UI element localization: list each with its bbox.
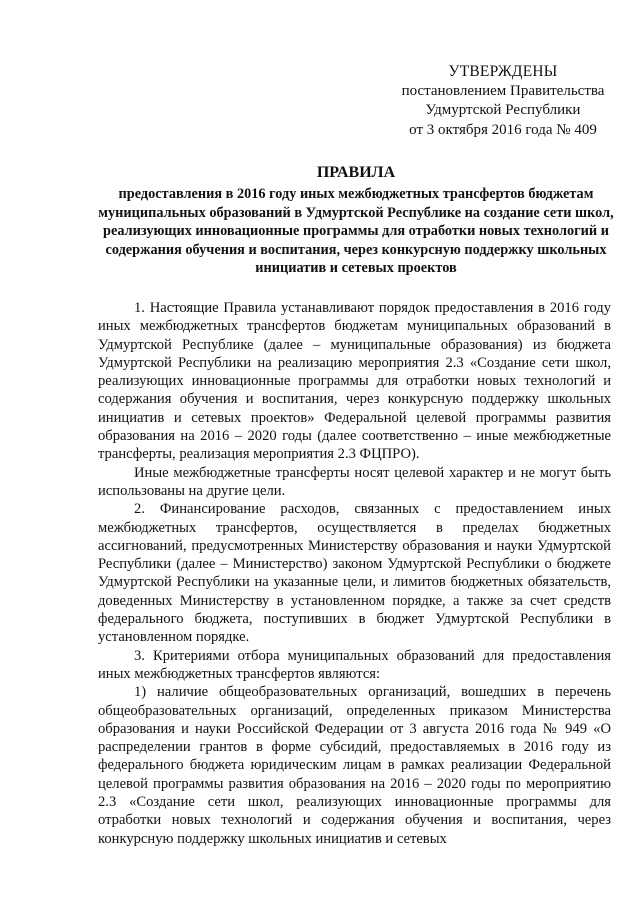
approval-title: УТВЕРЖДЕНЫ [448, 63, 558, 80]
approval-line-2: Удмуртской Республики [425, 102, 581, 118]
document-title: ПРАВИЛА [316, 164, 396, 181]
approval-line-3: от 3 октября 2016 года № 409 [409, 121, 597, 138]
document-heading [86, 163, 626, 278]
paragraph-3: 2. Финансирование расходов, связанных с предоставлением иных межбюджетных трансфертов, осуществляется в пределах бюджетных ассигнований, предусмотренных Министерству образования и науки Удмуртской Республики (далее – Министерство) законом Удмуртской Республики о бюджете Удмуртской Республики на указанные цели, и лимитов бюджетных обязательств, доведенных Министерству в установленном порядке, а также за счет средств федерального бюджета, поступивших в бюджет Удмуртской Республики в установленном порядке. [98, 501, 611, 646]
paragraph-5: 1) наличие общеобразовательных организаций, вошедших в перечень общеобразовательных организаций, определенных приказом Министерства образования и науки Российской Федерации от 3 августа 2016 года № 949 «О распределении грантов в форме субсидий, предоставляемых в 2016 году из федерального бюджета юридическим лицам в рамках реализации Федеральной целевой программы развития образования на 2016 – 2020 годы по мероприятию 2.3 «Создание сети школ, реализующих инновационные программы для отработки новых технологий и содержания обучения и воспитания, через конкурсную поддержку школьных инициатив и сетевых [98, 684, 611, 847]
approval-line-1: постановлением Правительства [401, 82, 605, 99]
document-body [98, 299, 611, 848]
document-subtitle: предоставления в 2016 году иных межбюджетных трансфертов бюджетам муниципальных образований в Удмуртской Республике на создание сети школ, реализующих инновационные программы для отработки новых технологий и содержания обучения и воспитания, через конкурсную поддержку школьных инициатив и сетевых проектов [98, 186, 614, 277]
paragraph-1: 1. Настоящие Правила устанавливают порядок предоставления в 2016 году иных межбюджетных трансфертов бюджетам муниципальных образований в Удмуртской Республике (далее – муниципальные образования) из бюджета Удмуртской Республики на реализацию мероприятия 2.3 «Создание сети школ, реализующих инновационные программы для отработки новых технологий и содержания обучения и воспитания, через конкурсную поддержку школьных инициатив и сетевых проектов» Федеральной целевой программы развития образования на 2016 – 2020 годы (далее соответственно – иные межбюджетные трансферты, реализация мероприятия 2.3 ФЦПРО). [98, 300, 611, 463]
paragraph-4: 3. Критериями отбора муниципальных образований для предоставления иных межбюджетных трансфертов являются: [98, 647, 611, 682]
paragraph-2: Иные межбюджетные трансферты носят целевой характер и не могут быть использованы на другие цели. [98, 464, 611, 499]
approval-stamp [392, 62, 614, 140]
